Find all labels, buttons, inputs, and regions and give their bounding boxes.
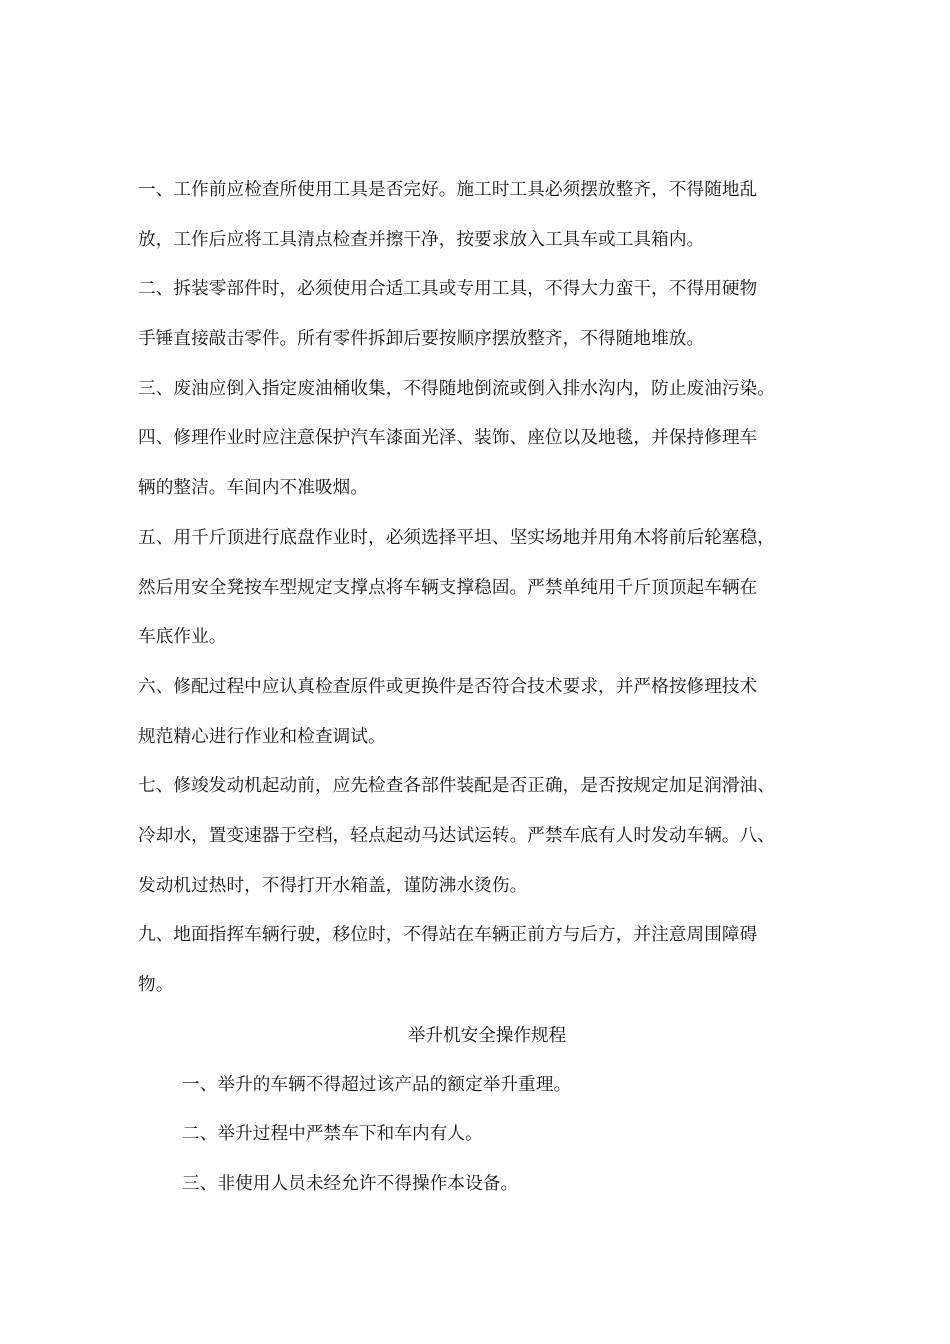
text-line: 规范精心进行作业和检查调试。	[138, 726, 386, 747]
section-item: 一、举升的车辆不得超过该产品的额定举升重理。	[182, 1074, 572, 1095]
text-line: 手锤直接敲击零件。所有零件拆卸后要按顺序摆放整齐，不得随地堆放。	[138, 329, 705, 350]
text-line: 三、废油应倒入指定废油桶收集，不得随地倒流或倒入排水沟内，防止废油污染。	[138, 378, 775, 399]
text-line: 然后用安全凳按车型规定支撑点将车辆支撑稳固。严禁单纯用千斤顶顶起车辆在	[138, 577, 758, 598]
text-line: 物。	[138, 975, 174, 995]
document-body	[138, 166, 828, 1210]
text-line: 冷却水，置变速器于空档，轻点起动马达试运转。严禁车底有人时发动车辆。八、	[138, 825, 775, 846]
text-line: 发动机过热时，不得打开水箱盖，谨防沸水烫伤。	[138, 875, 528, 896]
section-item: 三、非使用人员未经允许不得操作本设备。	[182, 1174, 519, 1195]
text-line: 二、拆装零部件时，必须使用合适工具或专用工具，不得大力蛮干，不得用硬物	[138, 279, 758, 300]
text-line: 七、修竣发动机起动前，应先检查各部件装配是否正确，是否按规定加足润滑油、	[138, 776, 775, 797]
text-line: 车底作业。	[138, 627, 227, 648]
section-title: 举升机安全操作规程	[407, 1025, 567, 1046]
text-line: 九、地面指挥车辆行驶，移位时，不得站在车辆正前方与后方，并注意周围障碍	[138, 925, 758, 946]
text-line: 六、修配过程中应认真检查原件或更换件是否符合技术要求，并严格按修理技术	[138, 676, 758, 697]
section-item: 二、举升过程中严禁车下和车内有人。	[182, 1124, 483, 1145]
text-line: 四、修理作业时应注意保护汽车漆面光泽、装饰、座位以及地毯，并保持修理车	[138, 428, 758, 449]
text-line: 五、用千斤顶进行底盘作业时，必须选择平坦、坚实场地并用角木将前后轮塞稳，	[138, 527, 775, 548]
text-line: 辆的整洁。车间内不准吸烟。	[138, 478, 369, 499]
text-line: 放，工作后应将工具清点检查并擦干净，按要求放入工具车或工具箱内。	[138, 229, 705, 250]
text-line: 一、工作前应检查所使用工具是否完好。施工时工具必须摆放整齐，不得随地乱	[138, 180, 758, 200]
